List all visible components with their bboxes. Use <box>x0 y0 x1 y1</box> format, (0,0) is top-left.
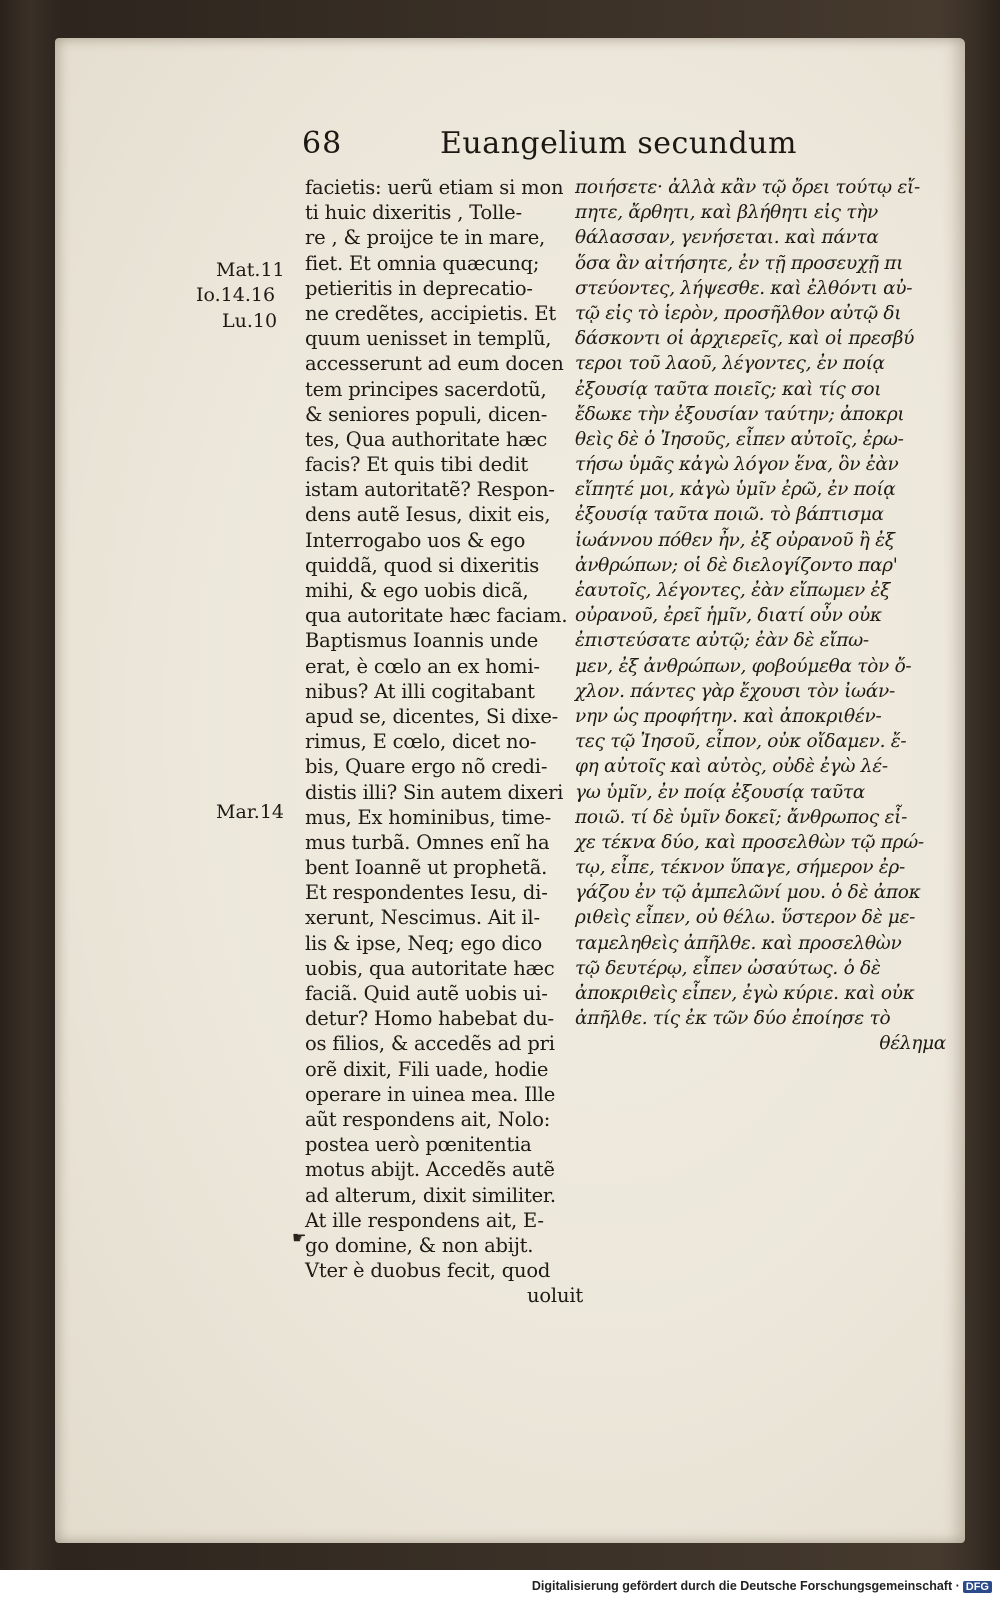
latin-line: petieritis in deprecatio- <box>305 276 533 300</box>
greek-line: ἀνθρώπων; οἱ δὲ διελογίζοντο παρ' <box>575 554 898 576</box>
greek-line: φη αὐτοῖς καὶ αὐτὸς, οὐδὲ ἐγὼ λέ- <box>575 756 888 778</box>
greek-line: ἔδωκε τὴν ἐξουσίαν ταύτην; ἀποκρι <box>575 403 905 425</box>
latin-line: tem principes sacerdotũ, <box>305 377 547 401</box>
latin-line: re , & proijce te in mare, <box>305 226 546 250</box>
greek-line: ἀποκριθεὶς εἶπεν, ἐγὼ κύριε. καὶ οὐκ <box>575 983 915 1004</box>
greek-line: εἴπητέ μοι, κἀγὼ ὑμῖν ἐρῶ, ἐν ποίᾳ <box>575 479 896 501</box>
latin-line: xerunt, Nescimus. Ait il- <box>305 906 540 930</box>
pointing-hand-icon: ☛ <box>292 1228 307 1247</box>
greek-line: θεὶς δὲ ὁ Ἰησοῦς, εἶπεν αὐτοῖς, ἐρω- <box>575 428 904 450</box>
greek-line: χλον. πάντες γὰρ ἔχουσι τὸν ἰωάν- <box>575 680 895 702</box>
latin-line: nibus? At illi cogitabant <box>305 679 535 703</box>
greek-line: γω ὑμῖν, ἐν ποίᾳ ἐξουσίᾳ ταῦτα <box>575 781 865 803</box>
greek-line: ἐπιστεύσατε αὐτῷ; ἐὰν δὲ εἴπω- <box>575 630 869 652</box>
latin-line: Interrogabo uos & ego <box>305 528 526 552</box>
greek-column <box>575 175 950 1057</box>
latin-catchword: uoluit <box>527 1284 583 1308</box>
greek-line: ἑαυτοῖς, λέγοντες, ἐὰν εἴπωμεν ἐξ <box>575 580 891 601</box>
latin-line: os filios, & accedẽs ad pri <box>305 1032 555 1056</box>
latin-line: ne credẽtes, accipietis. Et <box>305 301 556 325</box>
greek-line: ἰωάννου πόθεν ἦν, ἐξ οὐρανοῦ ἢ ἐξ <box>575 529 895 551</box>
greek-line: ἀπῆλθε. τίς ἐκ τῶν δύο ἐποίησε τὸ <box>575 1008 891 1030</box>
greek-line: γάζου ἐν τῷ ἀμπελῶνί μου. ὁ δὲ ἀποκ <box>575 882 921 904</box>
greek-line: τῳ, εἶπε, τέκνον ὕπαγε, σήμερον ἐρ- <box>575 857 905 879</box>
latin-line: Et respondentes Iesu, di- <box>305 881 548 905</box>
latin-line: facietis: uerũ etiam si mon <box>305 176 564 199</box>
latin-line: aũt respondens ait, Nolo: <box>305 1107 551 1131</box>
greek-line: ἐξουσίᾳ ταῦτα ποιεῖς; καὶ τίς σοι <box>575 378 882 400</box>
latin-line: quum uenisset in templũ, <box>305 327 552 351</box>
greek-line: πητε, ἄρθητι, καὶ βλήθητι εἰς τὴν <box>575 202 878 224</box>
greek-line: οὐρανοῦ, ἐρεῖ ἡμῖν, διατί οὖν οὐκ <box>575 605 882 627</box>
latin-line: & seniores populi, dicen- <box>305 402 548 426</box>
latin-line: accesserunt ad eum docen <box>305 352 564 376</box>
latin-line: postea uerò pœnitentia <box>305 1133 532 1157</box>
margin-note-io: Io.14.16 <box>196 284 276 306</box>
greek-line: ριθεὶς εἶπεν, οὐ θέλω. ὕστερον δὲ με- <box>575 907 916 929</box>
greek-line: στεύοντες, λήψεσθε. καὶ ἐλθόντι αὐ- <box>575 277 913 299</box>
greek-line: τῷ δευτέρῳ, εἶπεν ὡσαύτως. ὁ δὲ <box>575 957 881 979</box>
running-head: Euangelium secundum <box>440 126 797 161</box>
latin-line: uobis, qua autoritate hæc <box>305 956 555 980</box>
latin-line: qua autoritate hæc faciam. <box>305 604 568 628</box>
credit-text: Digitalisierung gefördert durch die Deutsche Forschungsgemeinschaft <box>531 1579 953 1593</box>
latin-line: faciã. Quid autẽ uobis ui- <box>305 982 548 1005</box>
latin-line: distis illi? Sin autem dixeri <box>305 780 564 804</box>
margin-note-mar: Mar.14 <box>216 801 284 823</box>
greek-line: τεροι τοῦ λαοῦ, λέγοντες, ἐν ποίᾳ <box>575 353 885 375</box>
greek-line: θάλασσαν, γενήσεται. καὶ πάντα <box>575 227 879 249</box>
latin-line: detur? Homo habebat du- <box>305 1007 554 1031</box>
latin-line: bent Ioannẽ ut prophetã. <box>305 856 548 880</box>
latin-line: orẽ dixit, Fili uade, hodie <box>305 1057 549 1081</box>
page-number: 68 <box>302 126 343 161</box>
greek-line: νην ὡς προφήτην. καὶ ἀποκριθέν- <box>575 705 882 727</box>
latin-line: go domine, & non abijt. <box>305 1233 534 1257</box>
latin-line: bis, Quare ergo nõ credi- <box>305 755 548 779</box>
latin-line: lis & ipse, Neq; ego dico <box>305 931 543 955</box>
latin-line: ti huic dixeritis , Tolle- <box>305 201 522 225</box>
greek-line: ταμεληθεὶς ἀπῆλθε. καὶ προσελθὼν <box>575 932 902 954</box>
latin-line: mus, Ex hominibus, time- <box>305 805 552 829</box>
latin-line: ad alterum, dixit similiter. <box>305 1183 556 1207</box>
greek-line: μεν, ἐξ ἀνθρώπων, φοβούμεθα τὸν ὄ- <box>575 655 912 677</box>
dfg-logo-icon: DFG <box>963 1581 992 1593</box>
greek-line: ἐξουσίᾳ ταῦτα ποιῶ. τὸ βάπτισμα <box>575 504 884 526</box>
latin-line: quiddã, quod si dixeritis <box>305 553 540 577</box>
latin-line: At ille respondens ait, E- <box>305 1208 544 1232</box>
margin-note-mat: Mat.11 <box>216 259 285 281</box>
margin-note-lu: Lu.10 <box>222 310 278 332</box>
latin-line: motus abijt. Accedẽs autẽ <box>305 1158 555 1182</box>
latin-line: operare in uinea mea. Ille <box>305 1082 556 1106</box>
latin-line: dens autẽ Iesus, dixit eis, <box>305 503 551 527</box>
greek-line: τήσω ὑμᾶς κἀγὼ λόγον ἕνα, ὃν ἐὰν <box>575 454 899 476</box>
latin-line: mus turbã. Omnes enĩ ha <box>305 830 550 854</box>
greek-line: τες τῷ Ἰησοῦ, εἶπον, οὐκ οἴδαμεν. ἔ- <box>575 731 907 753</box>
latin-line: facis? Et quis tibi dedit <box>305 453 528 477</box>
latin-line: fiet. Et omnia quæcunq; <box>305 251 540 275</box>
greek-line: ποιήσετε· ἀλλὰ κἂν τῷ ὄρει τούτῳ εἴ- <box>575 177 920 198</box>
latin-line: istam autoritatẽ? Respon- <box>305 478 555 502</box>
latin-line: Baptismus Ioannis unde <box>305 629 539 653</box>
latin-line: mihi, & ego uobis dicã, <box>305 579 529 602</box>
greek-line: χε τέκνα δύο, καὶ προσελθὼν τῷ πρώ- <box>575 831 924 853</box>
latin-line: tes, Qua authoritate hæc <box>305 427 548 451</box>
greek-line: ὅσα ἂν αἰτήσητε, ἐν τῇ προσευχῇ πι <box>575 252 904 274</box>
greek-line: ποιῶ. τί δὲ ὑμῖν δοκεῖ; ἄνθρωπος εἶ- <box>575 806 908 828</box>
greek-line: δάσκοντι οἱ ἀρχιερεῖς, καὶ οἱ πρεσβύ <box>575 328 915 350</box>
greek-line: τῷ εἰς τὸ ἱερὸν, προσῆλθον αὐτῷ δι <box>575 302 902 324</box>
latin-line: rimus, E cœlo, dicet no- <box>305 730 537 754</box>
latin-column <box>305 175 585 1308</box>
greek-catchword: θέλημα <box>879 1033 946 1055</box>
latin-line: Vter è duobus fecit, quod <box>305 1259 551 1283</box>
digitization-credit: Digitalisierung gefördert durch die Deutsche Forschungsgemeinschaft · DFG <box>532 1579 992 1593</box>
latin-line: apud se, dicentes, Si dixe- <box>305 704 559 728</box>
latin-line: erat, è cœlo an ex homi- <box>305 654 540 678</box>
